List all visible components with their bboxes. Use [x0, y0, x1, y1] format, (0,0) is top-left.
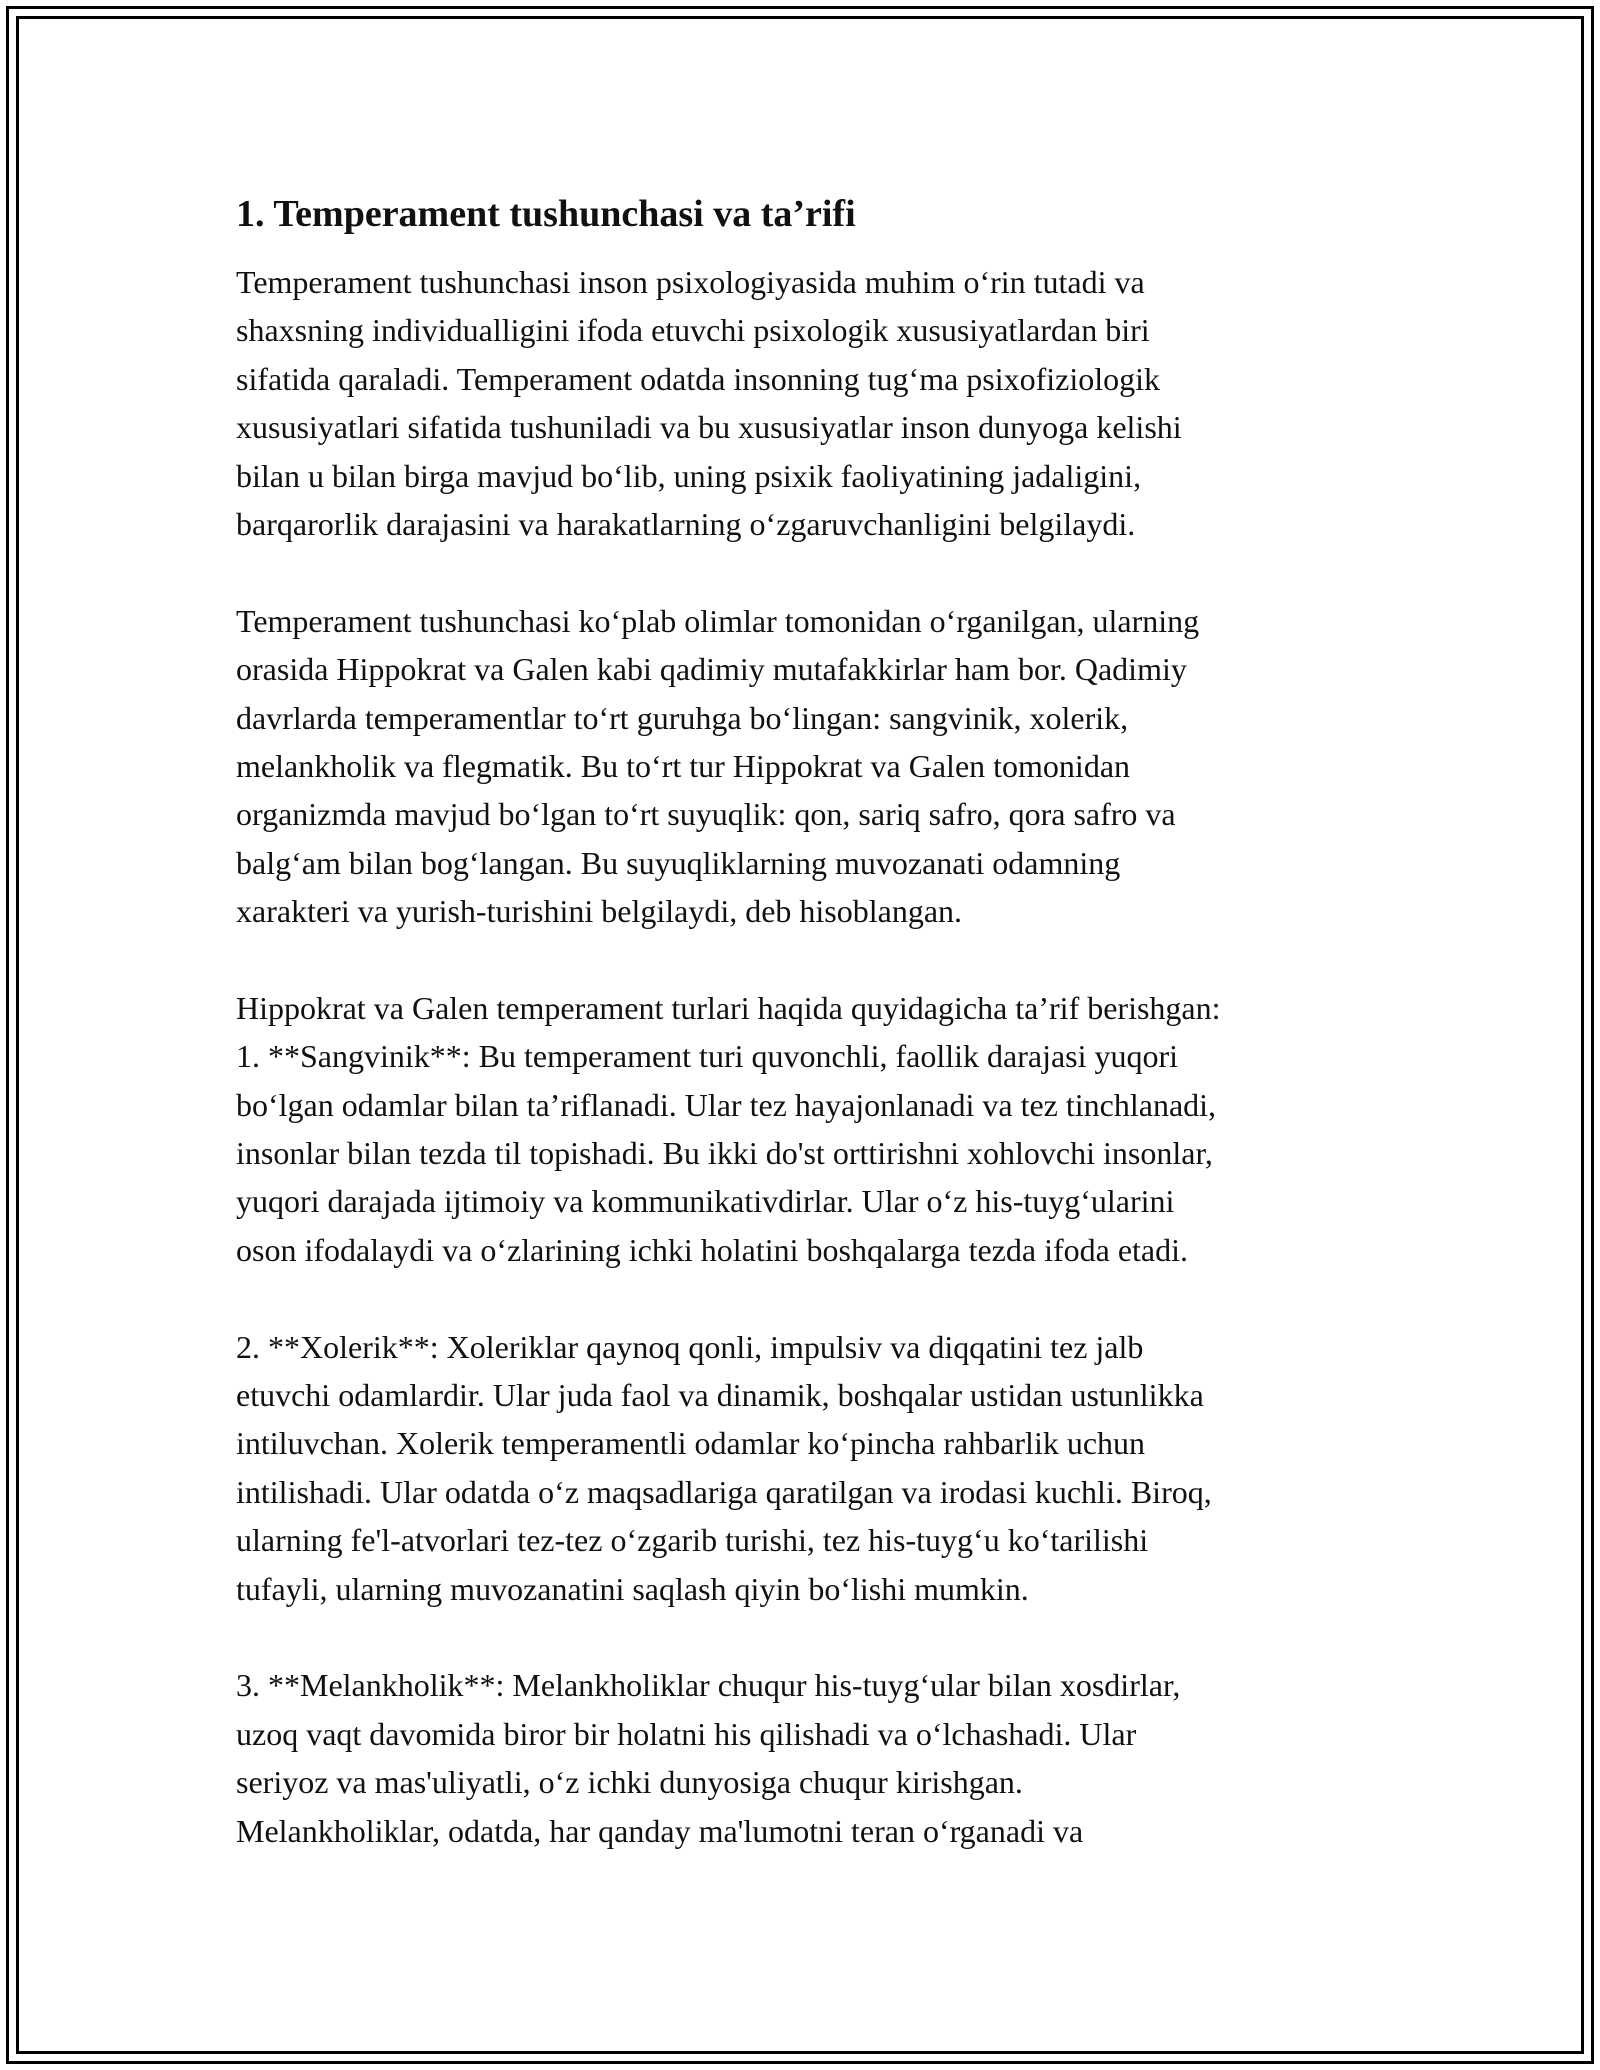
text-line: etuvchi odamlardir. Ular juda faol va dinamik, boshqalar ustidan ustunlikka — [236, 1376, 1204, 1413]
paragraph-gap — [236, 1274, 1366, 1322]
text-line: seriyoz va mas'uliyatli, o‘z ichki dunyosiga chuqur kirishgan. — [236, 1764, 1023, 1801]
text-line: xususiyatlari sifatida tushuniladi va bu xususiyatlar inson dunyoga kelishi — [236, 409, 1182, 446]
paragraph-gap — [236, 1613, 1366, 1661]
text-line: Melankholiklar, odatda, har qanday ma'lumotni teran o‘rganadi va — [236, 1812, 1084, 1849]
text-line: insonlar bilan tezda til topishadi. Bu ikki do'st orttirishni xohlovchi insonlar, — [236, 1135, 1213, 1172]
text-line: bilan u bilan birga mavjud bo‘lib, uning psixik faoliyatining jadaligini, — [236, 457, 1142, 494]
document-content — [236, 186, 1366, 1855]
text-line: intiluvchan. Xolerik temperamentli odamlar ko‘pincha rahbarlik uchun — [236, 1425, 1146, 1462]
text-line: Temperament tushunchasi ko‘plab olimlar tomonidan o‘rganilgan, ularning — [236, 602, 1200, 639]
text-line: Hippokrat va Galen temperament turlari haqida quyidagicha ta’rif berishgan: — [236, 989, 1221, 1026]
text-line: 1. **Sangvinik**: Bu temperament turi quvonchli, faollik darajasi yuqori — [236, 1038, 1179, 1075]
text-line: barqarorlik darajasini va harakatlarning o‘zgaruvchanligini belgilaydi. — [236, 505, 1136, 542]
text-line: tufayli, ularning muvozanatini saqlash qiyin bo‘lishi mumkin. — [236, 1570, 1029, 1607]
text-line: sifatida qaraladi. Temperament odatda insonning tug‘ma psixofiziologik — [236, 360, 1161, 397]
text-line: melankholik va flegmatik. Bu to‘rt tur Hippokrat va Galen tomonidan — [236, 747, 1131, 784]
text-line: shaxsning individualligini ifoda etuvchi psixologik xususiyatlardan biri — [236, 312, 1150, 349]
text-line: intilishadi. Ular odatda o‘z maqsadlariga qaratilgan va irodasi kuchli. Biroq, — [236, 1473, 1212, 1510]
text-line: 2. **Xolerik**: Xoleriklar qaynoq qonli, impulsiv va diqqatini tez jalb — [236, 1328, 1144, 1365]
text-line: bo‘lgan odamlar bilan ta’riflanadi. Ular tez hayajonlanadi va tez tinchlanadi, — [236, 1086, 1217, 1123]
text-line: balg‘am bilan bog‘langan. Bu suyuqliklarning muvozanati odamning — [236, 844, 1121, 881]
text-line: yuqori darajada ijtimoiy va kommunikativdirlar. Ular o‘z his-tuyg‘ularini — [236, 1183, 1175, 1220]
text-line: ularning fe'l-atvorlari tez-tez o‘zgarib turishi, tez his-tuyg‘u ko‘tarilishi — [236, 1522, 1149, 1559]
text-line: oson ifodalaydi va o‘zlarining ichki holatini boshqalarga tezda ifoda etadi. — [236, 1231, 1188, 1268]
text-line: orasida Hippokrat va Galen kabi qadimiy mutafakkirlar ham bor. Qadimiy — [236, 651, 1187, 688]
document-body — [236, 258, 1366, 1855]
paragraph-gap — [236, 548, 1366, 596]
section-heading: 1. Temperament tushunchasi va ta’rifi — [236, 193, 856, 235]
text-line: Temperament tushunchasi inson psixologiyasida muhim o‘rin tutadi va — [236, 264, 1145, 300]
text-line: uzoq vaqt davomida biror bir holatni his qilishadi va o‘lchashadi. Ular — [236, 1715, 1137, 1752]
text-line: 3. **Melankholik**: Melankholiklar chuqur his-tuyg‘ular bilan xosdirlar, — [236, 1667, 1181, 1704]
text-line: davrlarda temperamentlar to‘rt guruhga bo‘lingan: sangvinik, xolerik, — [236, 699, 1129, 736]
text-line: xarakteri va yurish-turishini belgilaydi, deb hisoblangan. — [236, 893, 963, 930]
text-line: organizmda mavjud bo‘lgan to‘rt suyuqlik: qon, sariq safro, qora safro va — [236, 796, 1176, 833]
paragraph-gap — [236, 935, 1366, 983]
